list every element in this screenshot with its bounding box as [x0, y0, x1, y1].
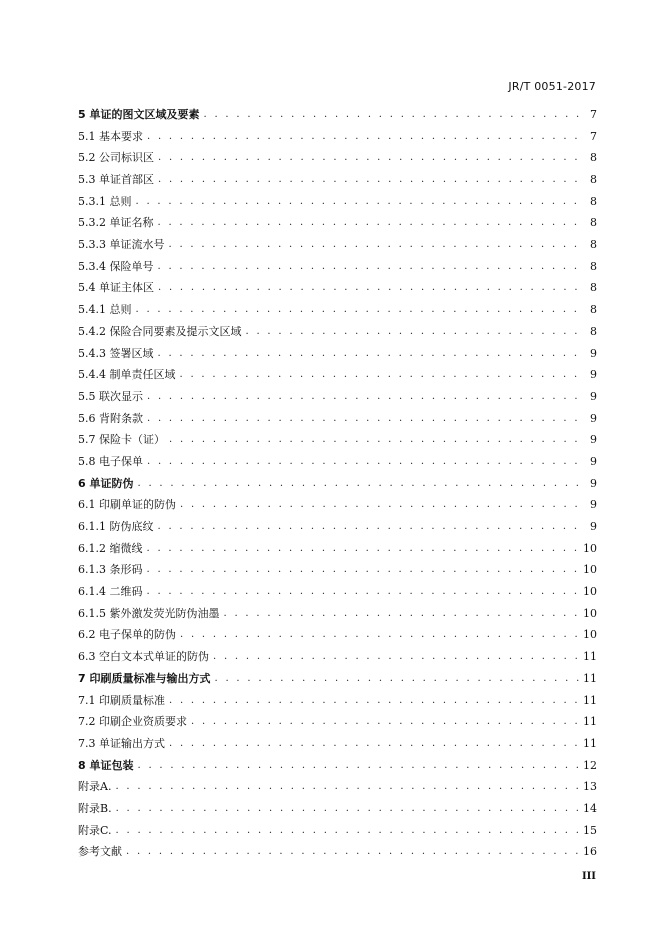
- toc-leader-dots: [116, 798, 579, 820]
- toc-leader-dots: [147, 408, 579, 430]
- toc-entry-page: 9: [590, 498, 597, 512]
- toc-entry-page: 15: [583, 823, 597, 837]
- toc-entry-label: 5.3.4 保险单号: [78, 259, 154, 273]
- toc-entry[interactable]: [78, 625, 597, 647]
- page-number: III: [581, 871, 596, 882]
- toc-leader-dots: [213, 646, 579, 668]
- toc-leader-dots: [147, 126, 579, 148]
- toc-entry-label: 5 单证的图文区域及要素: [78, 107, 200, 121]
- toc-entry-label: 7.2 印刷企业资质要求: [78, 715, 187, 729]
- toc-entry[interactable]: [78, 559, 597, 581]
- toc-entry[interactable]: [78, 147, 597, 169]
- toc-entry[interactable]: [78, 494, 597, 516]
- toc-entry[interactable]: [78, 646, 597, 668]
- toc-entry-page: 10: [583, 563, 597, 577]
- toc-entry-label: 5.4.4 制单责任区域: [78, 368, 176, 382]
- toc-entry[interactable]: [78, 538, 597, 560]
- toc-leader-dots: [147, 451, 579, 473]
- toc-entry-page: 10: [583, 585, 597, 599]
- toc-leader-dots: [180, 494, 579, 516]
- toc-entry-page: 7: [590, 129, 597, 143]
- toc-leader-dots: [158, 147, 579, 169]
- toc-entry-page: 9: [590, 346, 597, 360]
- toc-entry[interactable]: [78, 126, 597, 148]
- toc-entry-page: 12: [583, 758, 597, 772]
- toc-leader-dots: [158, 169, 579, 191]
- toc-entry[interactable]: [78, 364, 597, 386]
- toc-entry-page: 11: [583, 671, 597, 685]
- toc-leader-dots: [169, 234, 580, 256]
- toc-leader-dots: [136, 299, 580, 321]
- document-id-header: JR/T 0051-2017: [508, 80, 596, 93]
- toc-leader-dots: [147, 538, 580, 560]
- toc-entry-label: 5.7 保险卡（证）: [78, 433, 165, 447]
- toc-leader-dots: [137, 755, 579, 777]
- toc-leader-dots: [203, 104, 579, 126]
- toc-entry[interactable]: [78, 581, 597, 603]
- toc-leader-dots: [169, 733, 579, 755]
- toc-entry-label: 6.1.2 缩微线: [78, 541, 143, 555]
- toc-entry-page: 8: [590, 173, 597, 187]
- toc-entry-page: 8: [590, 324, 597, 338]
- toc-entry-page: 9: [590, 454, 597, 468]
- toc-entry[interactable]: [78, 321, 597, 343]
- toc-leader-dots: [147, 559, 580, 581]
- toc-leader-dots: [126, 841, 579, 863]
- toc-entry-label: 5.4.1 总则: [78, 303, 132, 317]
- toc-entry-page: 8: [590, 281, 597, 295]
- toc-entry-page: 8: [590, 303, 597, 317]
- toc-entry-label: 附录C.: [78, 823, 112, 837]
- table-of-contents: [78, 104, 597, 863]
- toc-entry[interactable]: [78, 429, 597, 451]
- toc-leader-dots: [246, 321, 580, 343]
- toc-entry-page: 8: [590, 151, 597, 165]
- toc-entry[interactable]: [78, 711, 597, 733]
- toc-entry[interactable]: [78, 776, 597, 798]
- toc-leader-dots: [169, 429, 579, 451]
- toc-leader-dots: [158, 516, 580, 538]
- toc-entry-page: 11: [583, 736, 597, 750]
- toc-entry-label: 5.8 电子保单: [78, 454, 143, 468]
- toc-leader-dots: [158, 212, 580, 234]
- toc-entry-label: 5.6 背附条款: [78, 411, 143, 425]
- toc-entry[interactable]: [78, 733, 597, 755]
- toc-entry[interactable]: [78, 516, 597, 538]
- toc-leader-dots: [224, 603, 580, 625]
- toc-entry-page: 8: [590, 194, 597, 208]
- toc-leader-dots: [116, 820, 579, 842]
- toc-entry-page: 10: [583, 628, 597, 642]
- toc-entry-label: 5.4.2 保险合同要素及提示文区域: [78, 324, 242, 338]
- toc-entry[interactable]: [78, 408, 597, 430]
- toc-entry-label: 6.1.5 紫外激发荧光防伪油墨: [78, 606, 220, 620]
- toc-entry-label: 6.1 印刷单证的防伪: [78, 498, 176, 512]
- toc-entry[interactable]: [78, 841, 597, 863]
- toc-leader-dots: [158, 343, 580, 365]
- toc-entry-page: 7: [590, 107, 597, 121]
- toc-entry-page: 11: [583, 715, 597, 729]
- toc-entry-label: 5.3.2 单证名称: [78, 216, 154, 230]
- toc-entry[interactable]: [78, 278, 597, 300]
- toc-entry[interactable]: [78, 690, 597, 712]
- toc-entry-page: 16: [583, 845, 597, 859]
- toc-entry[interactable]: [78, 603, 597, 625]
- toc-entry[interactable]: [78, 473, 597, 495]
- toc-entry-page: 9: [590, 520, 597, 534]
- toc-entry-label: 6.3 空白文本式单证的防伪: [78, 650, 209, 664]
- toc-leader-dots: [191, 711, 579, 733]
- toc-entry-label: 6 单证防伪: [78, 476, 134, 490]
- toc-entry-label: 7.1 印刷质量标准: [78, 693, 165, 707]
- toc-entry[interactable]: [78, 820, 597, 842]
- toc-entry-page: 13: [583, 780, 597, 794]
- toc-entry-page: 8: [590, 216, 597, 230]
- toc-entry-page: 11: [583, 693, 597, 707]
- toc-entry-label: 5.3.3 单证流水号: [78, 238, 165, 252]
- toc-entry-page: 9: [590, 433, 597, 447]
- toc-entry-page: 8: [590, 238, 597, 252]
- toc-entry-label: 6.1.1 防伪底纹: [78, 520, 154, 534]
- toc-entry[interactable]: [78, 451, 597, 473]
- toc-leader-dots: [214, 668, 579, 690]
- toc-entry[interactable]: [78, 299, 597, 321]
- toc-leader-dots: [136, 191, 580, 213]
- toc-entry-label: 5.4 单证主体区: [78, 281, 154, 295]
- toc-entry-label: 5.3 单证首部区: [78, 173, 154, 187]
- toc-leader-dots: [137, 473, 579, 495]
- toc-entry-label: 参考文献: [78, 845, 122, 859]
- toc-entry[interactable]: [78, 104, 597, 126]
- toc-leader-dots: [147, 581, 580, 603]
- toc-entry-page: 9: [590, 368, 597, 382]
- toc-entry-page: 8: [590, 259, 597, 273]
- toc-entry-label: 附录B.: [78, 801, 112, 815]
- toc-entry-label: 6.1.4 二维码: [78, 585, 143, 599]
- toc-entry-label: 8 单证包装: [78, 758, 134, 772]
- toc-entry[interactable]: [78, 234, 597, 256]
- toc-entry-page: 9: [590, 411, 597, 425]
- toc-entry-label: 5.2 公司标识区: [78, 151, 154, 165]
- toc-entry-page: 9: [590, 476, 597, 490]
- toc-entry[interactable]: [78, 256, 597, 278]
- toc-entry[interactable]: [78, 755, 597, 777]
- toc-leader-dots: [147, 386, 579, 408]
- toc-entry-page: 10: [583, 606, 597, 620]
- toc-entry-label: 7 印刷质量标准与输出方式: [78, 671, 211, 685]
- toc-entry[interactable]: [78, 212, 597, 234]
- toc-entry-page: 10: [583, 541, 597, 555]
- toc-leader-dots: [158, 277, 579, 299]
- toc-entry-label: 6.1.3 条形码: [78, 563, 143, 577]
- toc-entry-page: 14: [583, 801, 597, 815]
- toc-entry[interactable]: [78, 169, 597, 191]
- toc-entry-label: 5.1 基本要求: [78, 129, 143, 143]
- toc-entry-label: 6.2 电子保单的防伪: [78, 628, 176, 642]
- toc-leader-dots: [180, 364, 580, 386]
- toc-entry-label: 5.5 联次显示: [78, 389, 143, 403]
- toc-entry-page: 9: [590, 389, 597, 403]
- toc-entry-label: 5.4.3 签署区域: [78, 346, 154, 360]
- toc-leader-dots: [158, 256, 580, 278]
- toc-entry-label: 7.3 单证输出方式: [78, 736, 165, 750]
- toc-entry[interactable]: [78, 668, 597, 690]
- toc-entry-label: 附录A.: [78, 780, 112, 794]
- toc-entry[interactable]: [78, 798, 597, 820]
- toc-entry-page: 11: [583, 650, 597, 664]
- toc-entry-label: 5.3.1 总则: [78, 194, 132, 208]
- toc-entry[interactable]: [78, 343, 597, 365]
- toc-entry[interactable]: [78, 386, 597, 408]
- toc-leader-dots: [180, 624, 579, 646]
- toc-entry[interactable]: [78, 191, 597, 213]
- toc-leader-dots: [115, 776, 579, 798]
- toc-leader-dots: [169, 690, 579, 712]
